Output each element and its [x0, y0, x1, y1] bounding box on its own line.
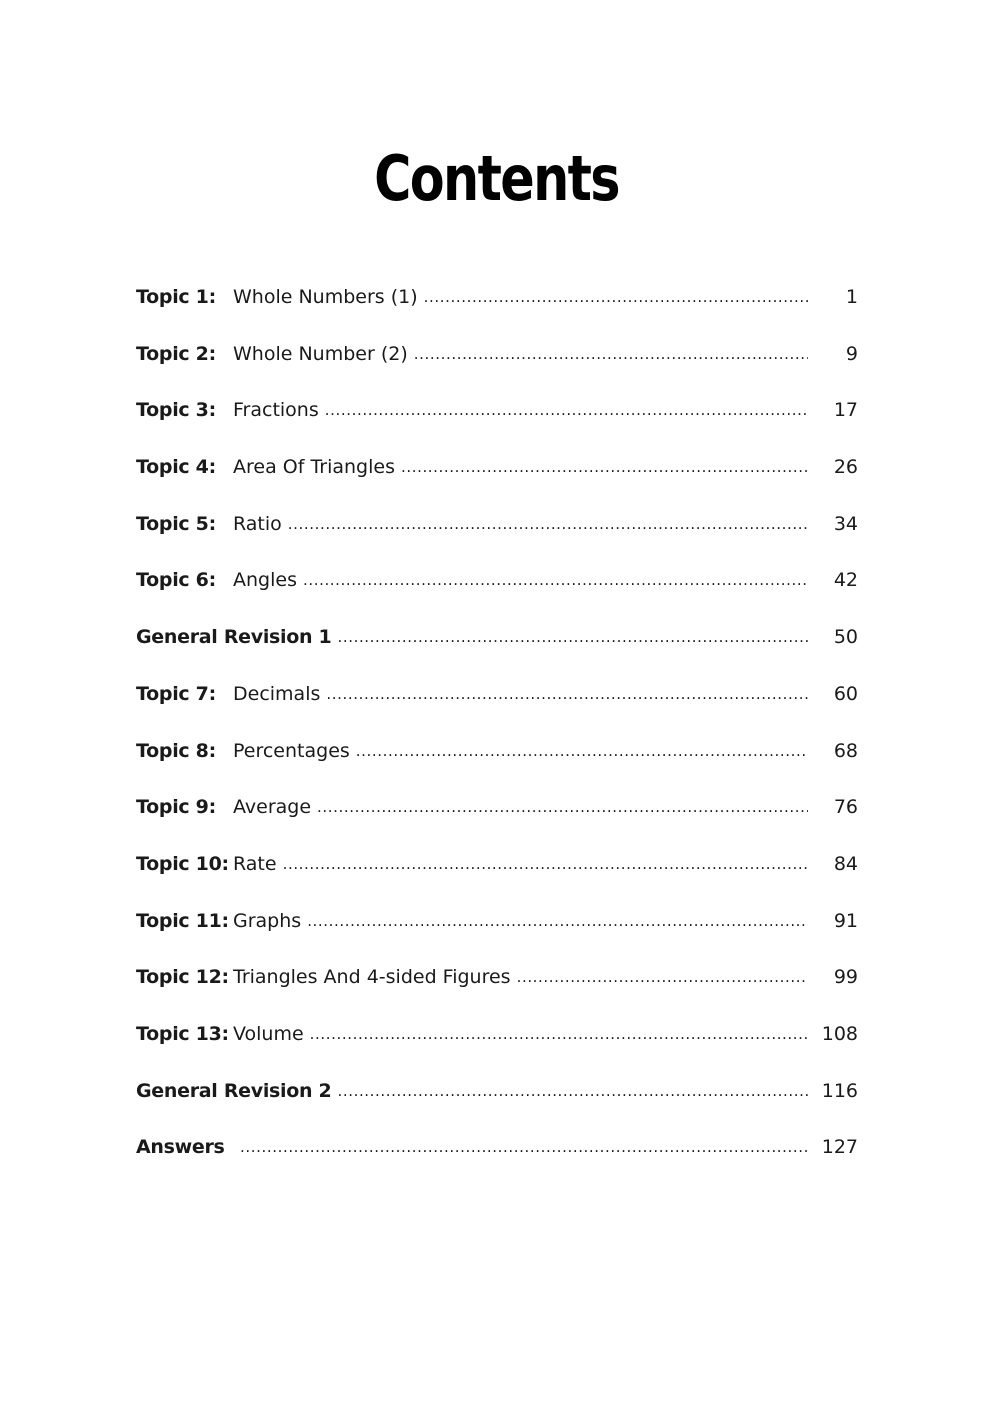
- toc-title: General Revision 1: [136, 626, 332, 649]
- toc-label: Topic 12:: [136, 966, 229, 989]
- toc-title: Average: [233, 796, 312, 819]
- toc-title: Angles: [233, 569, 297, 592]
- dot-leader: [401, 450, 808, 484]
- toc-title: Volume: [233, 1022, 304, 1045]
- toc-page-number: 91: [833, 909, 858, 932]
- toc-page-number: 50: [833, 626, 858, 649]
- dot-leader: [337, 620, 808, 654]
- toc-row-topic-9[interactable]: [136, 790, 858, 847]
- dot-leader: [326, 677, 808, 711]
- toc-title: Rate: [233, 852, 277, 875]
- toc-row-answers[interactable]: [136, 1130, 858, 1187]
- toc-label: Topic 1:: [136, 286, 216, 308]
- toc-page-number: 34: [833, 512, 858, 535]
- toc-title: Area Of Triangles: [233, 456, 395, 479]
- dot-leader: [307, 904, 808, 938]
- toc-page-number: 116: [821, 1079, 858, 1102]
- toc-label: Topic 10:: [136, 852, 229, 875]
- dot-leader: [240, 1130, 808, 1164]
- toc-title: Whole Numbers (1): [233, 286, 418, 308]
- page-title: Contents: [374, 142, 619, 215]
- toc-row-topic-4[interactable]: [136, 450, 858, 507]
- toc-label: Topic 9:: [136, 796, 216, 819]
- dot-leader: [303, 563, 808, 597]
- toc-title: Whole Number (2): [233, 342, 408, 365]
- toc-page-number: 99: [833, 966, 858, 989]
- toc-page-number: 108: [821, 1022, 858, 1045]
- toc-row-topic-5[interactable]: [136, 507, 858, 564]
- toc-row-topic-6[interactable]: [136, 563, 858, 620]
- toc-row-topic-8[interactable]: [136, 734, 858, 791]
- toc-row-topic-3[interactable]: [136, 393, 858, 450]
- toc-label: Topic 13:: [136, 1022, 229, 1045]
- dot-leader: [317, 790, 808, 824]
- toc-row-topic-11[interactable]: [136, 904, 858, 961]
- toc-row-topic-1[interactable]: [136, 280, 858, 337]
- toc-page-number: 76: [833, 796, 858, 819]
- dot-leader: [356, 734, 808, 768]
- toc-page-number: 9: [845, 342, 858, 365]
- toc-row-topic-2[interactable]: [136, 337, 858, 394]
- dot-leader: [424, 280, 808, 314]
- toc-row-general-revision-1[interactable]: [136, 620, 858, 677]
- toc-page-number: 26: [833, 456, 858, 479]
- toc-page-number: 1: [845, 286, 858, 308]
- toc-title: Percentages: [233, 739, 350, 762]
- dot-leader: [517, 960, 808, 994]
- toc-title: Graphs: [233, 909, 302, 932]
- table-of-contents: [136, 280, 858, 1187]
- toc-page-number: 127: [821, 1136, 858, 1159]
- toc-row-topic-13[interactable]: [136, 1017, 858, 1074]
- dot-leader: [283, 847, 808, 881]
- toc-row-general-revision-2[interactable]: [136, 1074, 858, 1131]
- dot-leader: [414, 337, 808, 371]
- toc-row-topic-7[interactable]: [136, 677, 858, 734]
- toc-title: Fractions: [233, 399, 319, 422]
- toc-label: Topic 6:: [136, 569, 216, 592]
- toc-row-topic-10[interactable]: [136, 847, 858, 904]
- toc-label: Answers: [136, 1136, 225, 1159]
- toc-page-number: 68: [833, 739, 858, 762]
- toc-label: Topic 11:: [136, 909, 229, 932]
- toc-page-number: 84: [833, 852, 858, 875]
- toc-label: Topic 2:: [136, 342, 216, 365]
- dot-leader: [325, 393, 808, 427]
- toc-row-topic-12[interactable]: [136, 960, 858, 1017]
- toc-label: Topic 8:: [136, 739, 216, 762]
- dot-leader: [310, 1017, 808, 1051]
- dot-leader: [337, 1074, 808, 1108]
- toc-title: Decimals: [233, 682, 321, 705]
- toc-title: General Revision 2: [136, 1079, 332, 1102]
- toc-label: Topic 3:: [136, 399, 216, 422]
- toc-label: Topic 4:: [136, 456, 216, 479]
- toc-page-number: 42: [833, 569, 858, 592]
- toc-title: Triangles And 4-sided Figures: [233, 966, 511, 989]
- dot-leader: [288, 507, 808, 541]
- toc-page-number: 60: [833, 682, 858, 705]
- toc-label: Topic 5:: [136, 512, 216, 535]
- toc-page-number: 17: [833, 399, 858, 422]
- toc-title: Ratio: [233, 512, 282, 535]
- toc-label: Topic 7:: [136, 682, 216, 705]
